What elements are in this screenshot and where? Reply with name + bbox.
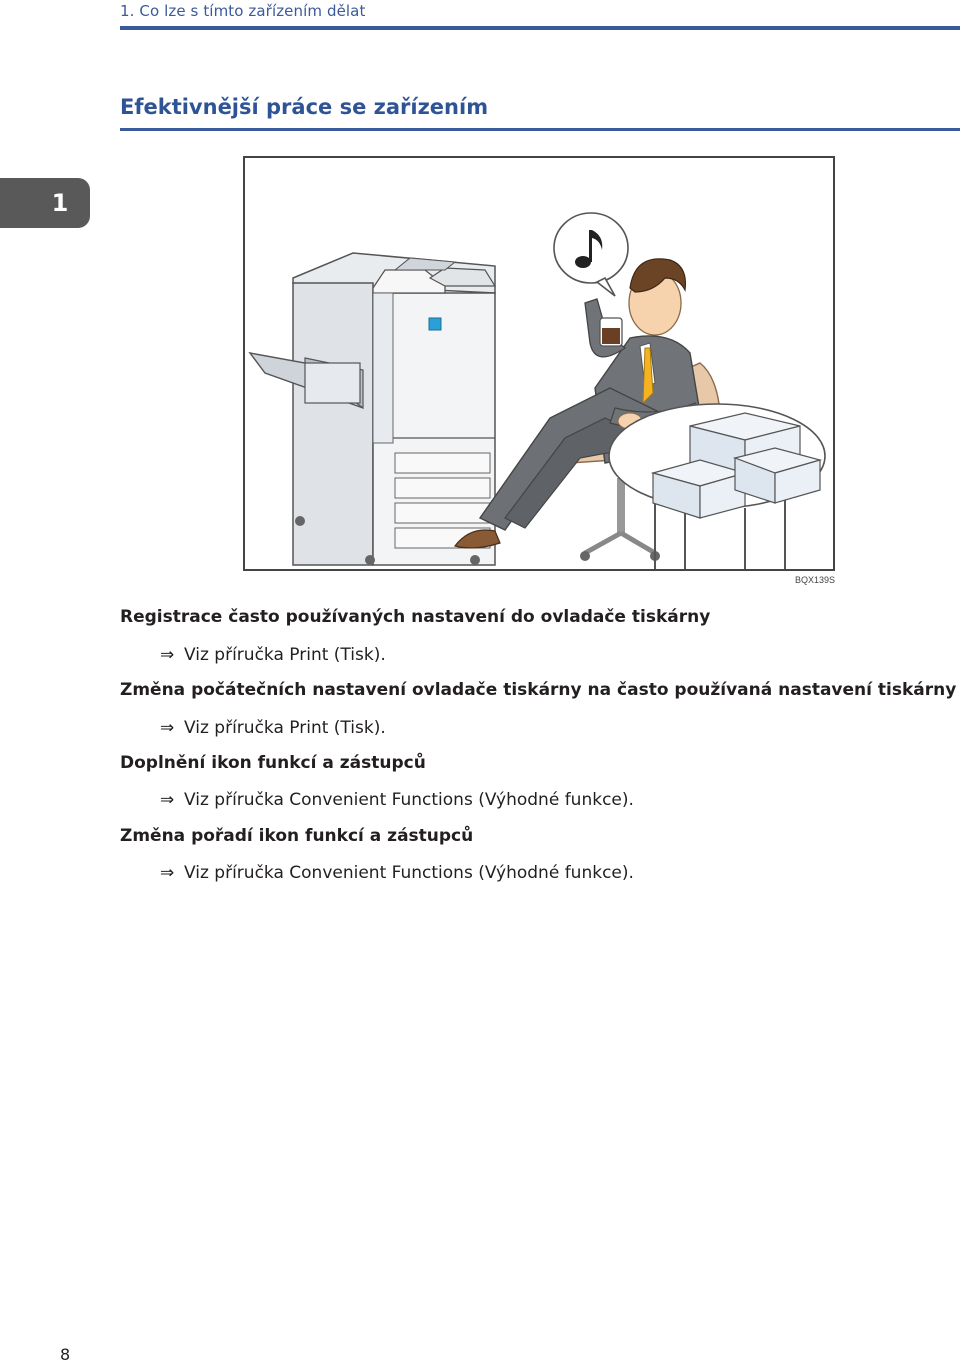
- item-ref-text: Viz příručka Convenient Functions (Výhodné funkce).: [184, 790, 634, 810]
- header-rule: [120, 26, 960, 30]
- illustration: [243, 156, 835, 571]
- section-title: Efektivnější práce se zařízením: [120, 95, 489, 119]
- ref-arrow-icon: ⇒: [160, 718, 175, 738]
- item-ref-text: Viz příručka Print (Tisk).: [184, 645, 386, 665]
- speech-bubble: [554, 213, 628, 296]
- copier-icon: [250, 253, 495, 565]
- page-number: 8: [60, 1345, 71, 1363]
- item-heading-1: Registrace často používaných nastavení do ovladače tiskárny: [120, 607, 711, 627]
- item-heading-3: Doplnění ikon funkcí a zástupců: [120, 753, 426, 773]
- item-ref-text: Viz příručka Convenient Functions (Výhodné funkce).: [184, 863, 634, 883]
- chapter-tab-number: 1: [51, 189, 69, 217]
- item-heading-4: Změna pořadí ikon funkcí a zástupců: [120, 826, 474, 846]
- title-rule: [120, 128, 960, 131]
- ref-arrow-icon: ⇒: [160, 863, 175, 883]
- item-ref-text: Viz příručka Print (Tisk).: [184, 718, 386, 738]
- item-ref-1[interactable]: [160, 645, 386, 665]
- item-ref-3[interactable]: [160, 790, 634, 810]
- ref-arrow-icon: ⇒: [160, 790, 175, 810]
- chapter-tab: [0, 178, 90, 228]
- item-ref-2[interactable]: [160, 718, 386, 738]
- illustration-svg: [245, 158, 833, 569]
- ref-arrow-icon: ⇒: [160, 645, 175, 665]
- item-ref-4[interactable]: [160, 863, 634, 883]
- figure-code: BQX139S: [795, 575, 836, 585]
- running-header: 1. Co lze s tímto zařízením dělat: [120, 2, 366, 20]
- item-heading-2: Změna počátečních nastavení ovladače tiskárny na často používaná nastavení tiskárny: [120, 680, 957, 700]
